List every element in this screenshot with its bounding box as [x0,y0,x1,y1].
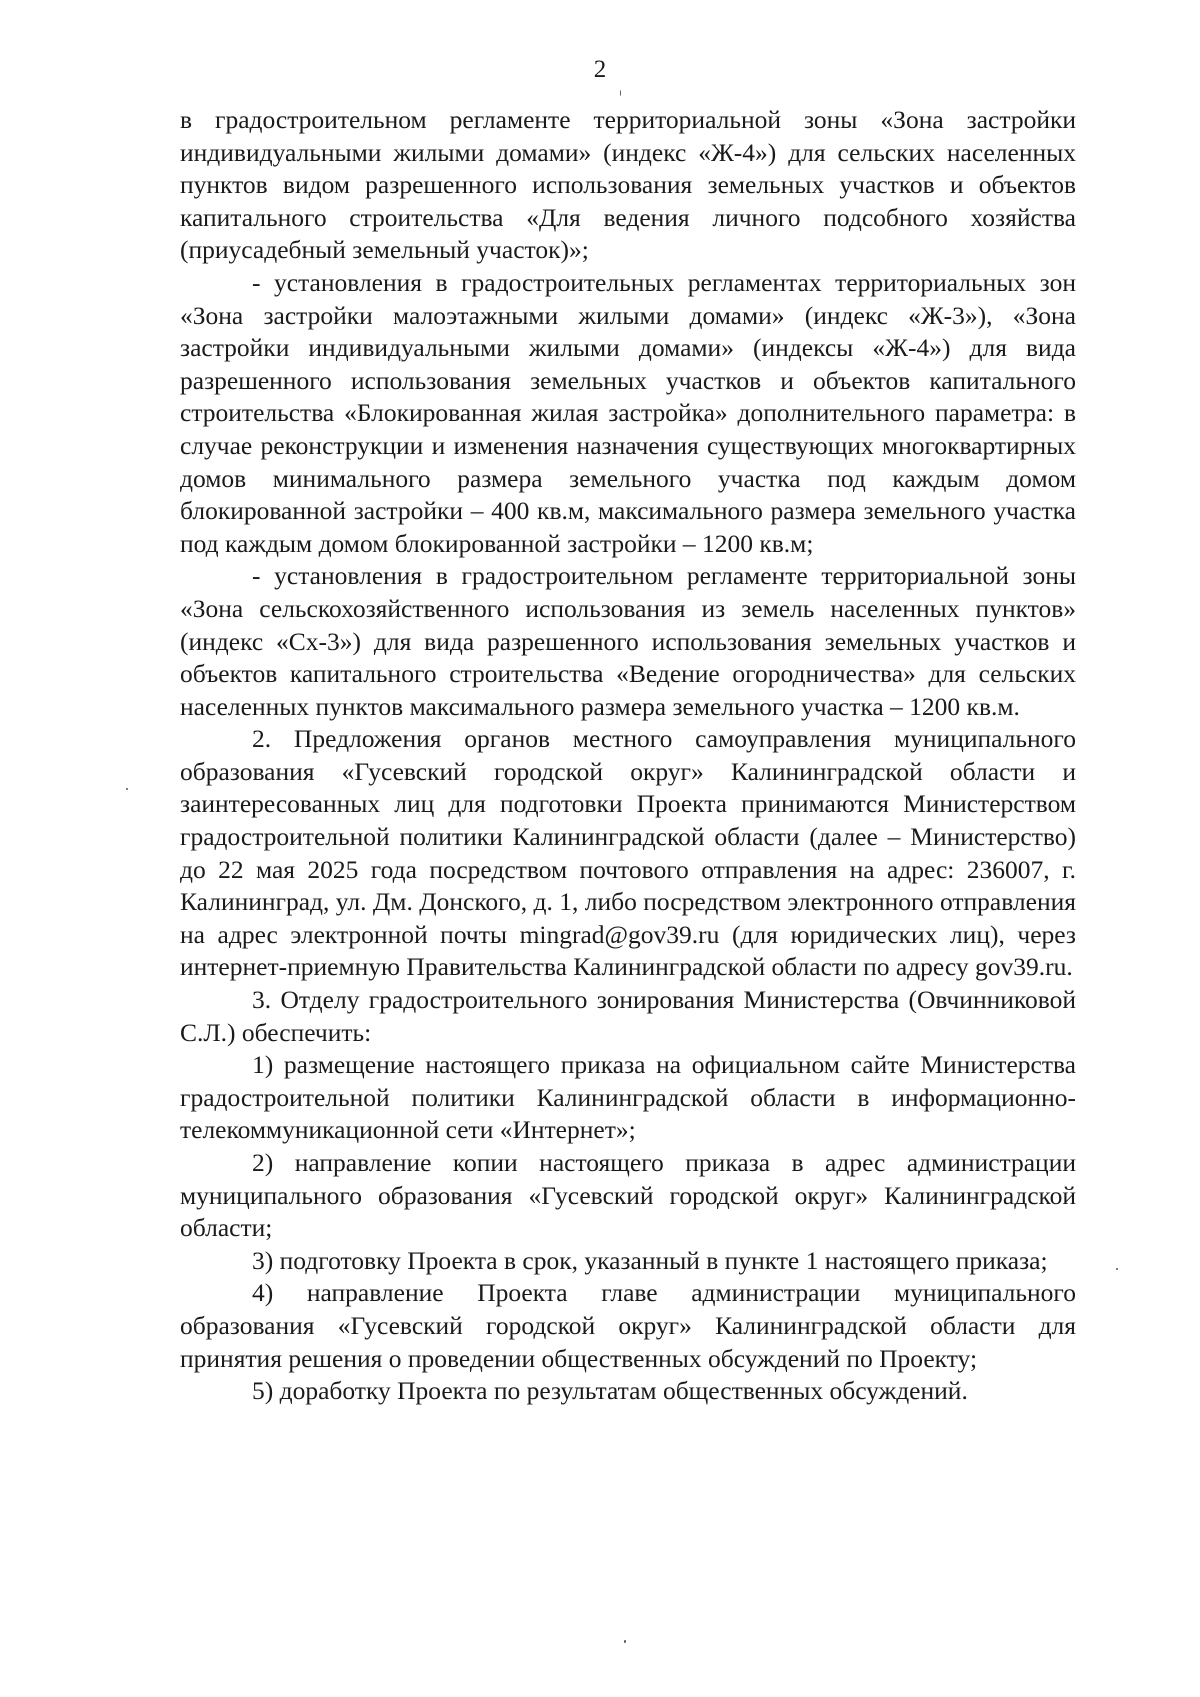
paragraph-zone-zh4-continuation: в градостроительном регламенте территориальной зоны «Зона застройки индивидуальными жилыми домами» (индекс «Ж-4») для сельских населенных пунктов видом разрешенного использования земельных участков и объектов капитального строительства «Для ведения личного подсобного хозяйства (приусадебный земельный участок)»; [180,105,1076,265]
paragraph-proposals: 2. Предложения органов местного самоуправления муниципального образования «Гусевский городской округ» Калининградской области и заинтересованных лиц для подготовки Проекта принимаются Министерством градостроительной политики Калининградской области (далее – Министерство) до 22 мая 2025 года посредством почтового отправления на адрес: 236007, г. Калининград, ул. Дм. Донского, д. 1, либо посредством электронного отправления на адрес электронной почты mingrad@gov39.ru (для юридических лиц), через интернет-приемную Правительства Калининградской области по адресу gov39.ru. [180,724,1076,982]
list-item-3: 3) подготовку Проекта в срок, указанный в пункте 1 настоящего приказа; [252,1245,1048,1275]
scan-speck [624,1640,626,1643]
paragraph-agricultural-zone: - установления в градостроительном регламенте территориальной зоны «Зона сельскохозяйственного использования из земель населенных пунктов» (индекс «Сх-3») для вида разрешенного использования земельных участков и объектов капитального строительства «Ведение огородничества» для сельских населенных пунктов максимального размера земельного участка – 1200 кв.м. [180,561,1076,721]
list-item-5: 5) доработку Проекта по результатам общественных обсуждений. [252,1376,968,1406]
scan-speck [1116,1268,1118,1270]
page-number: 2 [593,56,607,83]
list-item-1: 1) размещение настоящего приказа на официальном сайте Министерства градостроительной политики Калининградской области в информационно-телекоммуникационной сети «Интернет»; [180,1050,1076,1145]
scan-speck [620,90,621,96]
list-item-4: 4) направление Проекта главе администрации муниципального образования «Гусевский городской округ» Калининградской области для принятия решения о проведении общественных обсуждений по Проекту; [180,1278,1076,1373]
paragraph-blocked-housing-parameter: - установления в градостроительных регламентах территориальных зон «Зона застройки малоэтажными жилыми домами» (индекс «Ж-3»), «Зона застройки индивидуальными жилыми домами» (индексы «Ж-4») для вида разрешенного использования земельных участков и объектов капитального строительства «Блокированная жилая застройка» дополнительного параметра: в случае реконструкции и изменения назначения существующих многоквартирных домов минимального размера земельного участка под каждым домом блокированной застройки – 400 кв.м, максимального размера земельного участка под каждым домом блокированной застройки – 1200 кв.м; [180,267,1076,558]
list-item-2: 2) направление копии настоящего приказа в адрес администрации муниципального образования «Гусевский городской округ» Калининградской области; [180,1148,1076,1243]
scan-speck [126,788,128,790]
document-body [180,104,1076,1408]
paragraph-department-duties: 3. Отделу градостроительного зонирования Министерства (Овчинниковой С.Л.) обеспечить: [180,985,1076,1047]
